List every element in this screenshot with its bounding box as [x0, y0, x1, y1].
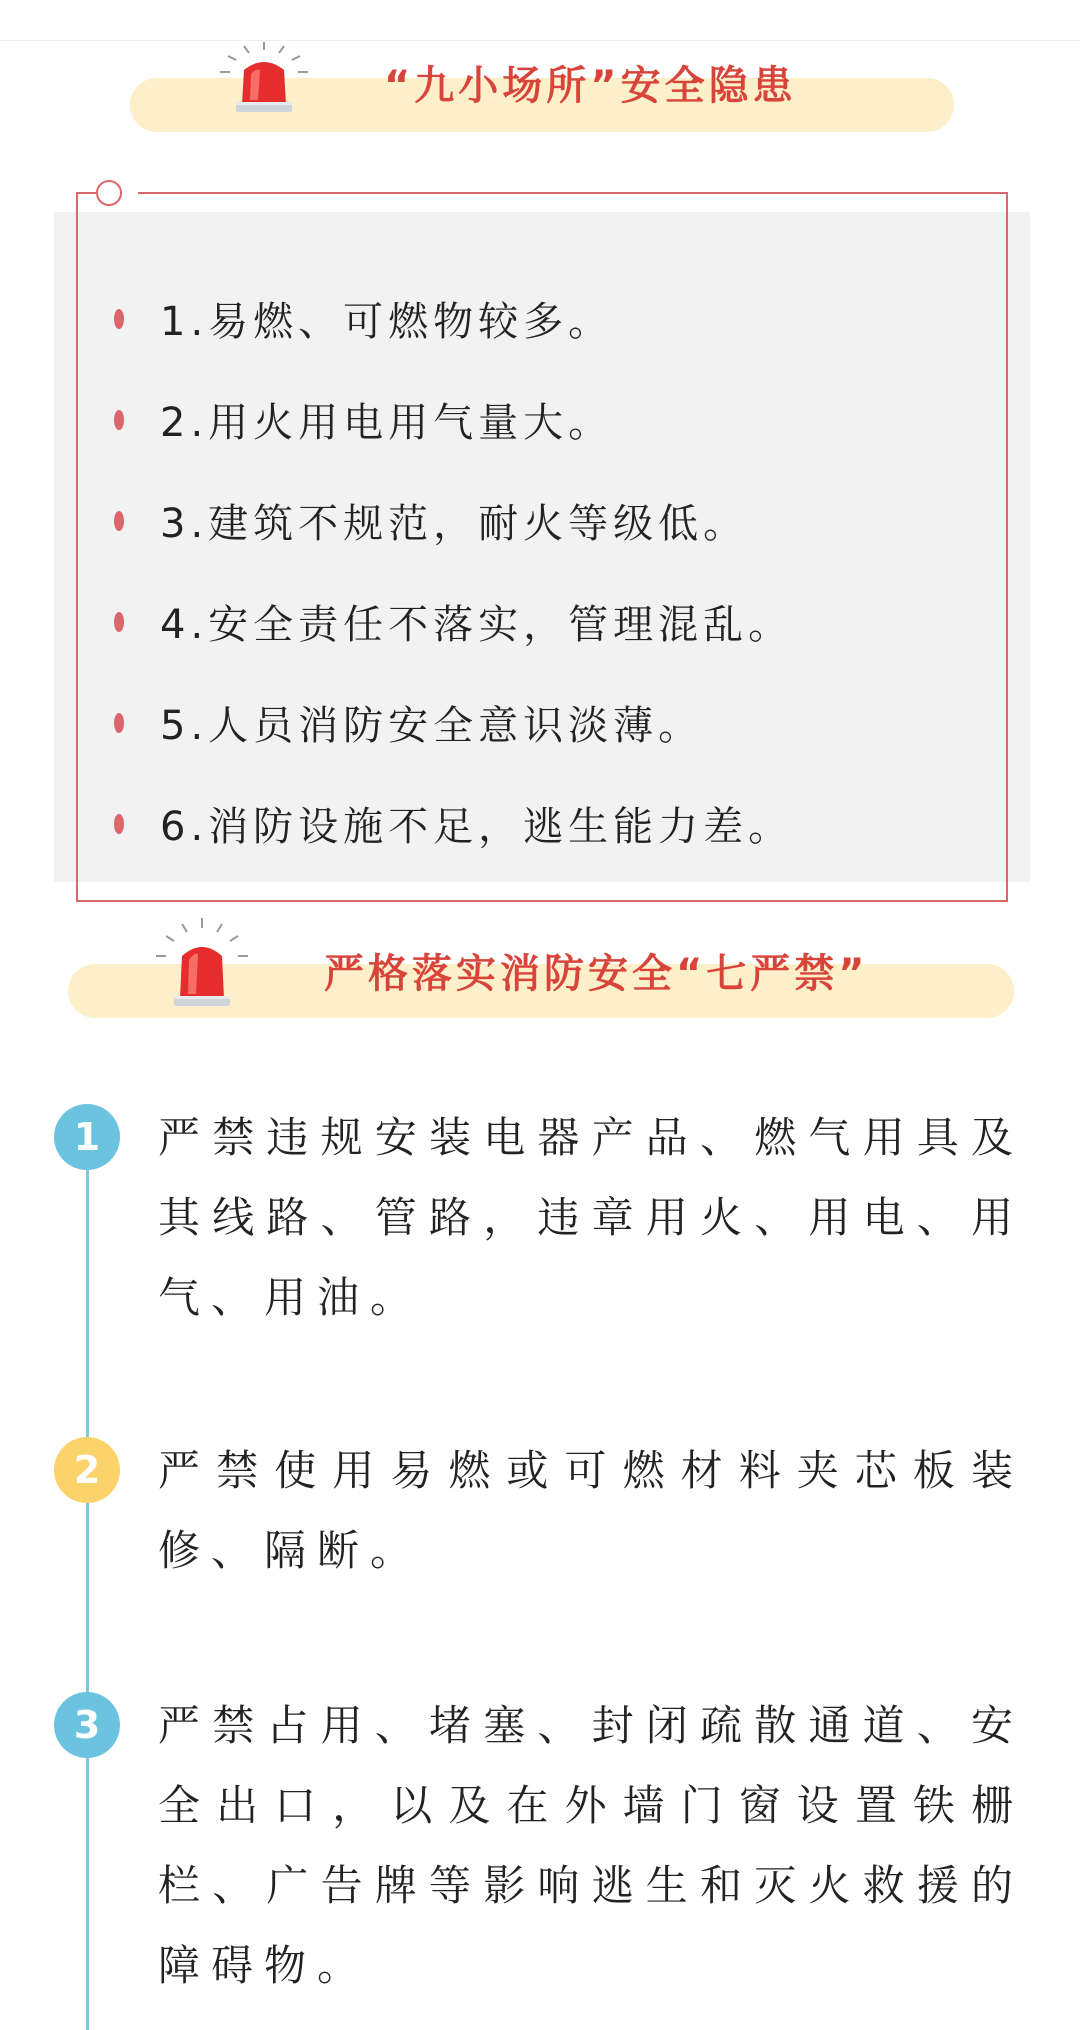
hazard-text: 5.人员消防安全意识淡薄。 — [160, 703, 704, 749]
list-item — [114, 571, 994, 672]
bullet-icon — [114, 814, 124, 834]
timeline-line — [86, 1140, 89, 2030]
rule-text: 严禁使用易燃或可燃材料夹芯板装修、隔断。 — [158, 1446, 1024, 1575]
bullet-icon — [114, 410, 124, 430]
section-title: 严格落实消防安全“七严禁” — [324, 951, 869, 997]
hazard-list — [114, 268, 994, 874]
hazard-box-corner-circle — [96, 180, 122, 206]
bullet-icon — [114, 511, 124, 531]
siren-icon — [152, 916, 252, 1012]
section-header-seven-bans — [0, 910, 1080, 1020]
hazard-text: 1.易燃、可燃物较多。 — [160, 299, 614, 345]
rule-text: 严禁占用、堵塞、封闭疏散通道、安全出口，以及在外墙门窗设置铁栅栏、广告牌等影响逃生和灭火救援的障碍物。 — [158, 1701, 1024, 1990]
bullet-icon — [114, 309, 124, 329]
list-item — [114, 773, 994, 874]
step-number-badge: 3 — [54, 1692, 120, 1758]
section-title: “九小场所”安全隐患 — [384, 63, 797, 109]
list-item — [114, 268, 994, 369]
hazard-text: 2.用火用电用气量大。 — [160, 400, 614, 446]
list-item — [114, 470, 994, 571]
list-item — [114, 369, 994, 470]
hazard-text: 3.建筑不规范，耐火等级低。 — [160, 501, 749, 547]
section-header-hazards — [0, 40, 1080, 140]
hazard-text: 6.消防设施不足，逃生能力差。 — [160, 804, 794, 850]
bullet-icon — [114, 713, 124, 733]
bullet-icon — [114, 612, 124, 632]
hazard-text: 4.安全责任不落实，管理混乱。 — [160, 602, 794, 648]
step-number-badge: 1 — [54, 1104, 120, 1170]
list-item — [114, 672, 994, 773]
rule-text: 严禁违规安装电器产品、燃气用具及其线路、管路，违章用火、用电、用气、用油。 — [158, 1113, 1024, 1322]
step-number-badge: 2 — [54, 1437, 120, 1503]
siren-icon — [214, 40, 314, 116]
